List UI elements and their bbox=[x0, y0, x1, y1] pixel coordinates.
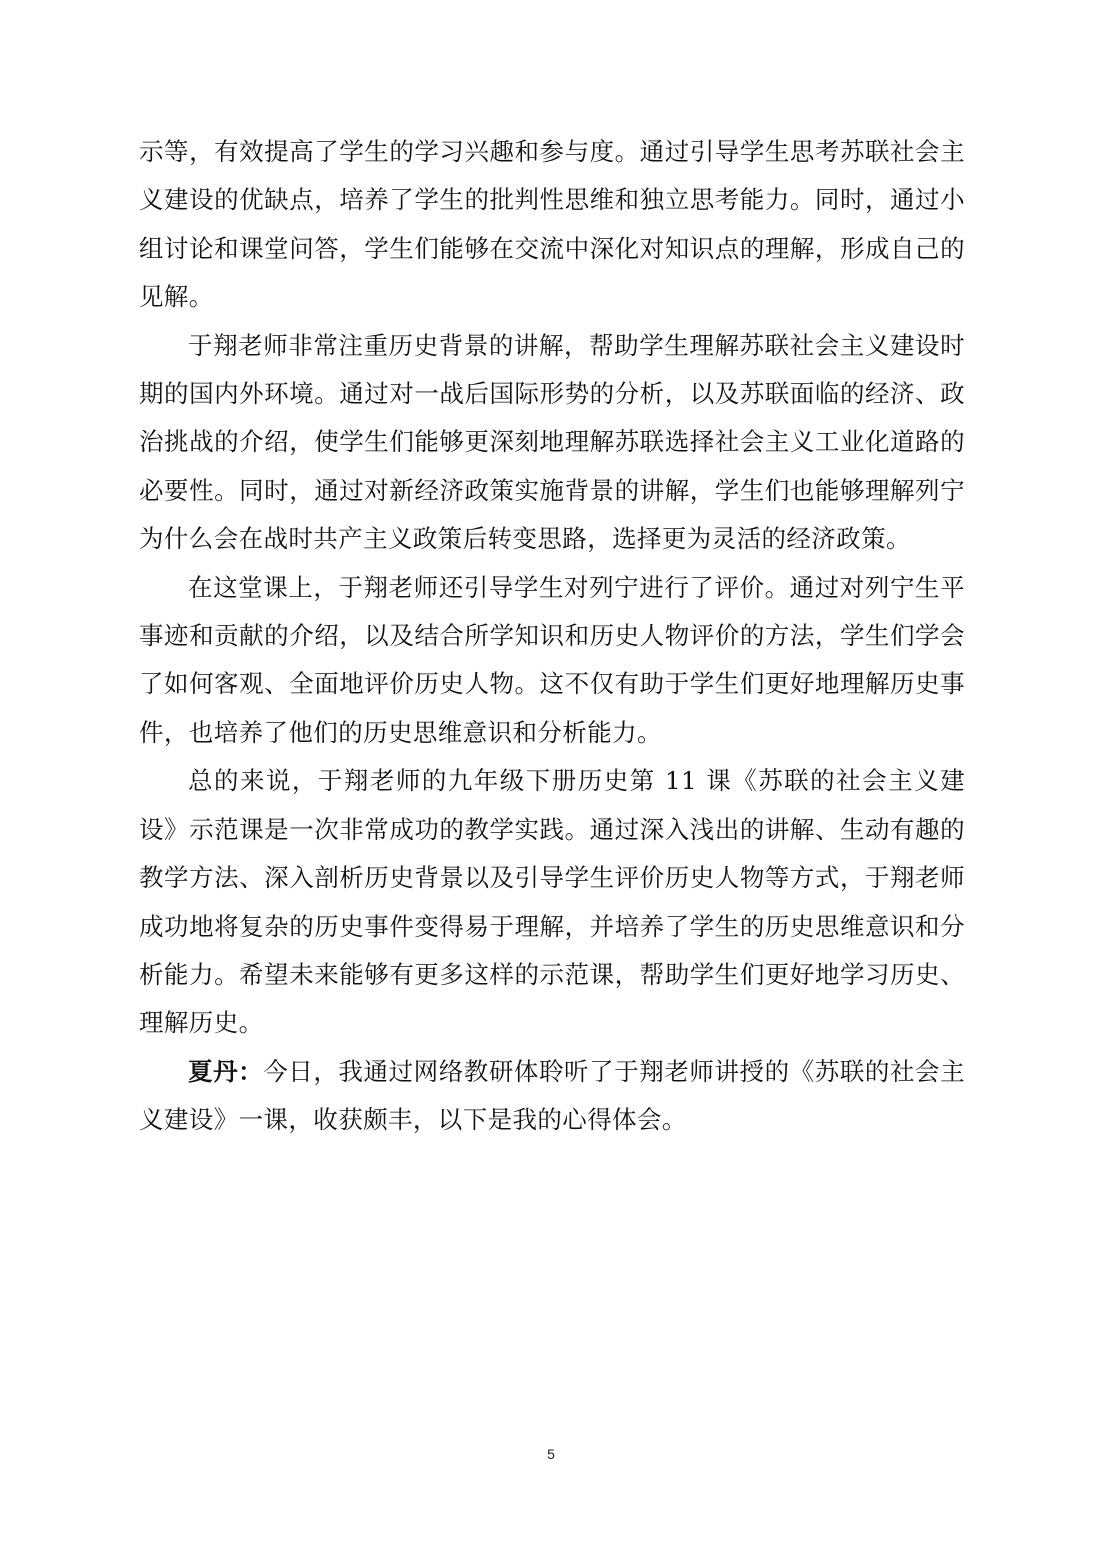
paragraph-5 bbox=[139, 1048, 965, 1145]
body-text bbox=[139, 128, 965, 1145]
speaker-name: 夏丹： bbox=[188, 1056, 264, 1086]
paragraph-3: 在这堂课上，于翔老师还引导学生对列宁进行了评价。通过对列宁生平事迹和贡献的介绍，以及结合所学知识和历史人物评价的方法，学生们学会了如何客观、全面地评价历史人物。这不仅有助于学生们更好地理解历史事件，也培养了他们的历史思维意识和分析能力。 bbox=[139, 572, 965, 747]
paragraph-1: 示等，有效提高了学生的学习兴趣和参与度。通过引导学生思考苏联社会主义建设的优缺点，培养了学生的批判性思维和独立思考能力。同时，通过小组讨论和课堂问答，学生们能够在交流中深化对知识点的理解，形成自己的见解。 bbox=[139, 137, 965, 312]
paragraph-2: 于翔老师非常注重历史背景的讲解，帮助学生理解苏联社会主义建设时期的国内外环境。通过对一战后国际形势的分析，以及苏联面临的经济、政治挑战的介绍，使学生们能够更深刻地理解苏联选择社会主义工业化道路的必要性。同时，通过对新经济政策实施背景的讲解，学生们也能够理解列宁为什么会在战时共产主义政策后转变思路，选择更为灵活的经济政策。 bbox=[139, 330, 965, 554]
paragraph-4: 总的来说，于翔老师的九年级下册历史第 11 课《苏联的社会主义建设》示范课是一次非常成功的教学实践。通过深入浅出的讲解、生动有趣的教学方法、深入剖析历史背景以及引导学生评价历史人物等方式，于翔老师成功地将复杂的历史事件变得易于理解，并培养了学生的历史思维意识和分析能力。希望未来能够有更多这样的示范课，帮助学生们更好地学习历史、理解历史。 bbox=[139, 766, 965, 1038]
speaker-statement: 今日，我通过网络教研体聆听了于翔老师讲授的《苏联的社会主义建设》一课，收获颇丰，以下是我的心得体会。 bbox=[139, 1056, 965, 1135]
page-number: 5 bbox=[547, 1446, 555, 1462]
